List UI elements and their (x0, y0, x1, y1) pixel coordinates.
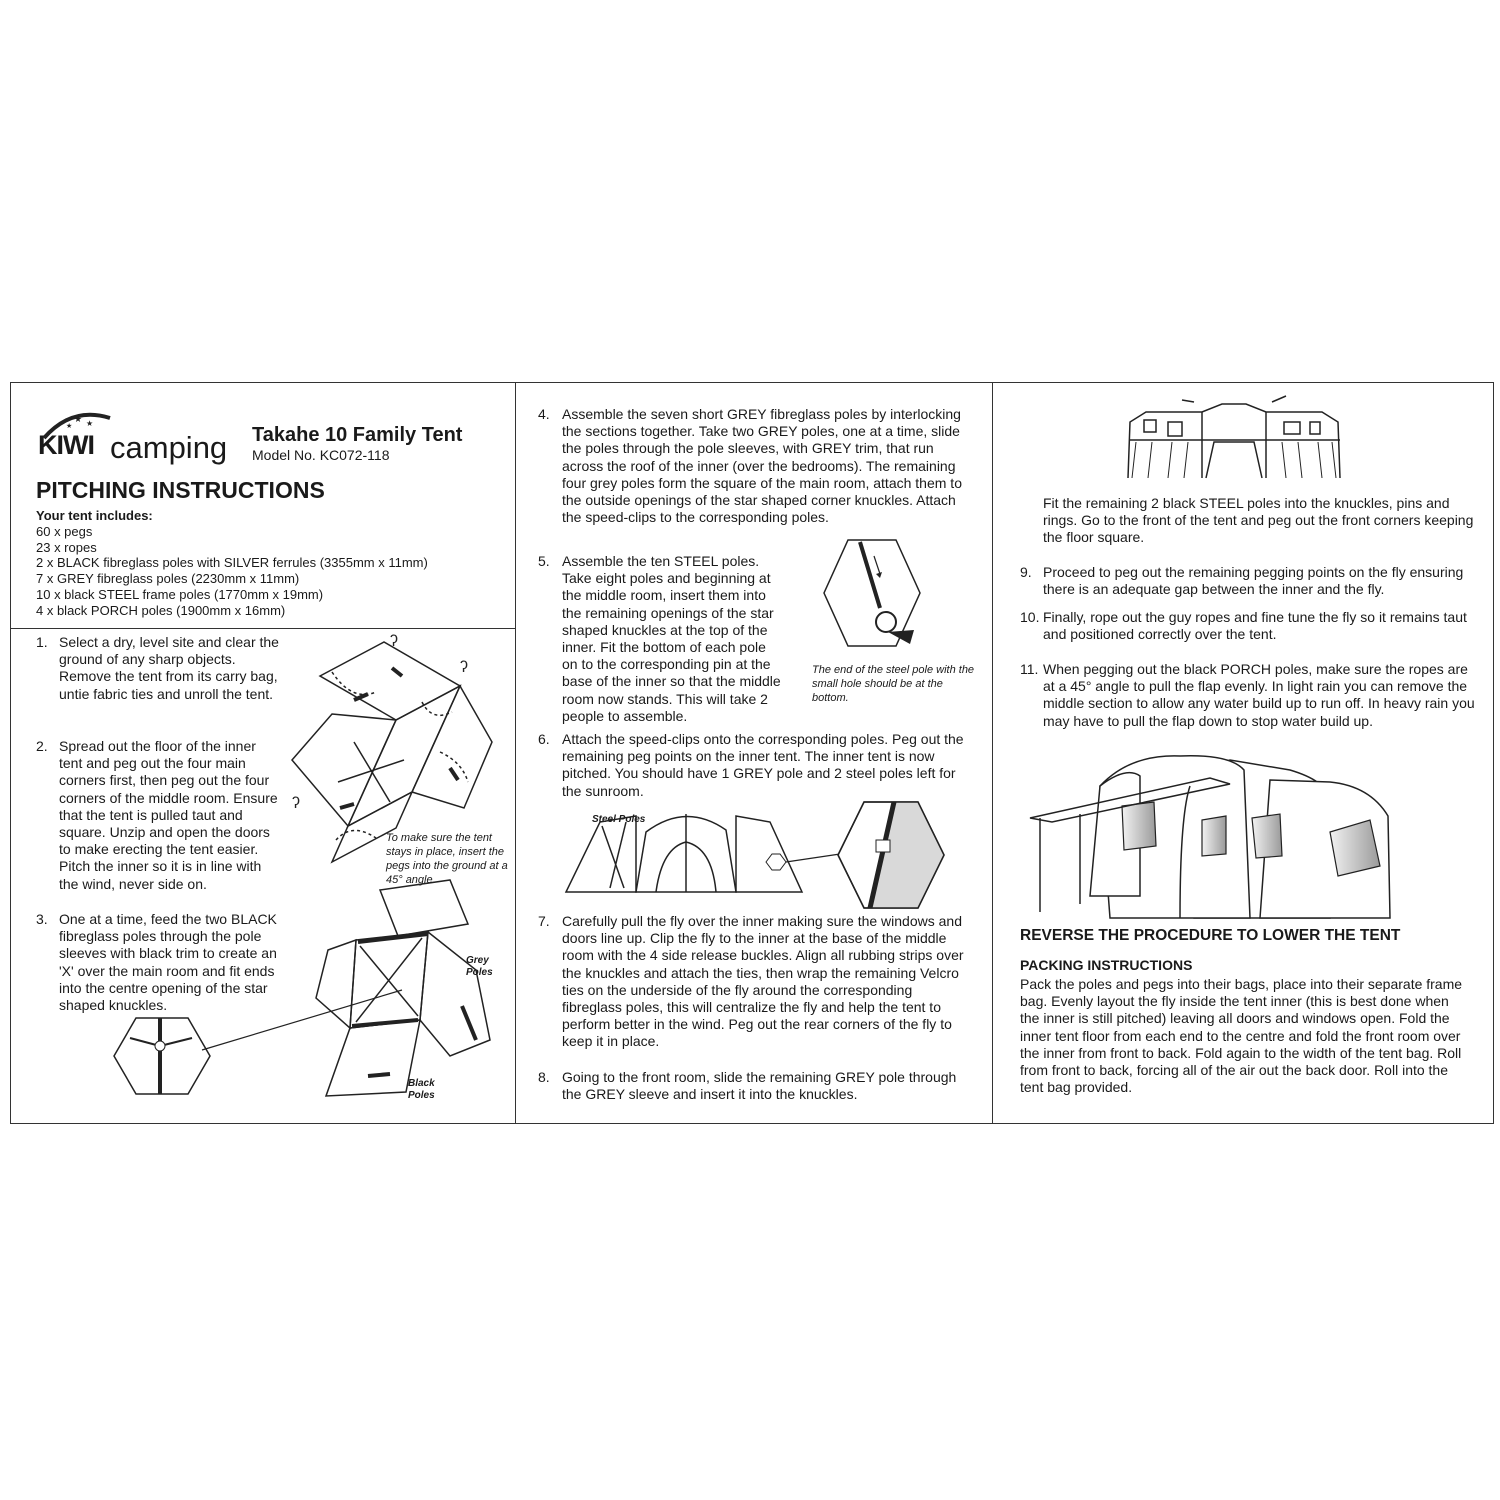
step-number: 5. (538, 553, 550, 569)
step-7-text: Carefully pull the fly over the inner making sure the windows and doors line up. Clip the fly to the inner at the base of the middle room with the 4 side release buckles. Align all rubbing strips over the knuckles and attach the ties, then wrap the remaining Velcro ties on the underside of the fly around the corresponding fibreglass poles, this will centralize the fly and help the tent to perform better in the wind. Peg out the rear corners of the fly to keep it in place. (562, 913, 964, 1050)
logo-camping: camping (110, 430, 228, 465)
svg-text:★: ★ (66, 423, 73, 430)
logo-kiwi: KIWI (38, 430, 94, 460)
step-4-text: Assemble the seven short GREY fibreglass poles by interlocking the sections together. Take two GREY poles, one at a time, slide the poles through the pole sleeves, with GREY trim, that run across the roof of the inner (over the bedrooms). The remaining four grey poles form the square of the main room, attach them to the outside openings of the star shaped corner knuckles. Attach the speed-clips to the corresponding poles. (562, 406, 962, 526)
steel-pole-end-hexagon (822, 538, 922, 648)
step-10-text: Finally, rope out the guy ropes and fine tune the fly so it remains taut and positioned correctly over the tent. (1043, 609, 1467, 643)
kit-item: 10 x black STEEL frame poles (1770mm x 19mm) (36, 586, 324, 602)
kit-item: 7 x GREY fibreglass poles (2230mm x 11mm) (36, 571, 300, 587)
knuckle-pointer-line (202, 990, 422, 1090)
step-number: 6. (538, 731, 550, 747)
step-9-text: Proceed to peg out the remaining pegging points on the fly ensuring there is an adequate gap between the inner and the fly. (1043, 564, 1464, 598)
pole-pointer-line (764, 850, 840, 870)
step-number: 2. (36, 738, 48, 754)
svg-text:ʔ: ʔ (460, 659, 468, 676)
kit-list (36, 508, 506, 619)
column-divider-1 (515, 382, 516, 1124)
step-1-text: Select a dry, level site and clear the ground of any sharp objects. Remove the tent from its carry bag, untie fabric ties and unroll the tent. (59, 634, 279, 702)
header-rule (10, 628, 516, 629)
kit-item: 23 x ropes (36, 539, 97, 555)
steel-pole-caption: The end of the steel pole with the small hole should be at the bottom. (812, 664, 975, 704)
step-number: 4. (538, 406, 550, 422)
product-title: Takahe 10 Family Tent (252, 424, 463, 446)
step-number: 3. (36, 911, 48, 927)
steel-poles-label: Steel Poles (592, 814, 646, 825)
step-8b-text: Fit the remaining 2 black STEEL poles into the knuckles, pins and rings. Go to the front of the tent and peg out the front corners keeping the floor square. (1043, 495, 1474, 546)
step-number: 7. (538, 913, 550, 929)
svg-text:★: ★ (74, 414, 83, 424)
step-8-text: Going to the front room, slide the remaining GREY pole through the GREY sleeve and insert it into the knuckles. (562, 1069, 957, 1103)
step-2-text: Spread out the floor of the inner tent and peg out the four main corners first, then peg out the four corners of the middle room. Ensure that the tent is pulled taut and square. Unzip and open the doors to make erecting the tent easier. Pitch the inner so it is in line with the wind, never side on. (59, 738, 278, 892)
packing-text: Pack the poles and pegs into their bags, place into their separate frame bag. Evenly layout the fly inside the tent inner (this is best done when the inner is still pitched) leaving all doors and windows open. Fold the inner tent floor from each end to the centre and fold the front room over the inner from front to back. Fold again to the width of the tent bag. Roll from front to back, forcing all of the air out the back door. Roll into the tent bag provided. (1020, 976, 1463, 1096)
column-divider-2 (992, 382, 993, 1124)
kit-heading: Your tent includes: (36, 508, 153, 523)
step-number: 8. (538, 1069, 550, 1085)
kit-item: 2 x BLACK fibreglass poles with SILVER ferrules (3355mm x 11mm) (36, 555, 428, 571)
peg-angle-caption: To make sure the tent stays in place, insert the pegs into the ground at a 45° angle. (386, 832, 508, 886)
step-number: 9. (1020, 564, 1032, 580)
model-number: Model No. KC072-118 (252, 447, 390, 463)
page-title: PITCHING INSTRUCTIONS (36, 477, 325, 503)
black-poles-label: Black Poles (408, 1078, 435, 1101)
kit-item: 4 x black PORCH poles (1900mm x 16mm) (36, 602, 286, 618)
svg-text:ʔ: ʔ (292, 795, 300, 812)
step-6-text: Attach the speed-clips onto the corresponding poles. Peg out the remaining peg points on the inner tent. The inner tent is now pitched. You should have 1 GREY pole and 2 steel poles left for the sunroom. (562, 731, 964, 799)
speed-clip-hexagon (836, 800, 946, 910)
step-3-text: One at a time, feed the two BLACK fibreglass poles through the pole sleeves with black trim to create an 'X' over the main room and fit ends into the centre opening of the star shaped knuckles. (59, 911, 277, 1014)
tent-frame-diagram (1122, 392, 1352, 484)
pitched-tent-diagram (1030, 746, 1430, 916)
step-5-text: Assemble the ten STEEL poles. Take eight poles and beginning at the middle room, insert them into the remaining openings of the star shaped knuckles at the top of the inner. Fit the bottom of each pole on to the corresponding pin at the base of the inner so that the middle room now stands. This will take 2 people to assemble. (562, 553, 781, 724)
kit-item: 60 x pegs (36, 523, 93, 539)
packing-heading: PACKING INSTRUCTIONS (1020, 957, 1193, 973)
star-knuckle-hexagon (112, 1016, 212, 1096)
grey-poles-label: Grey Poles (466, 955, 493, 978)
step-number: 11. (1020, 661, 1039, 677)
step-number: 10. (1020, 609, 1040, 625)
reverse-heading: REVERSE THE PROCEDURE TO LOWER THE TENT (1020, 927, 1401, 944)
svg-text:★: ★ (86, 419, 94, 428)
step-11-text: When pegging out the black PORCH poles, make sure the ropes are at a 45° angle to pull the flap evenly. In light rain you can remove the middle section to allow any water build up to run off. In heavy rain you may have to pull the flap down to stop water build up. (1043, 661, 1475, 729)
step-number: 1. (36, 634, 48, 650)
svg-text:ʔ: ʔ (390, 633, 398, 650)
